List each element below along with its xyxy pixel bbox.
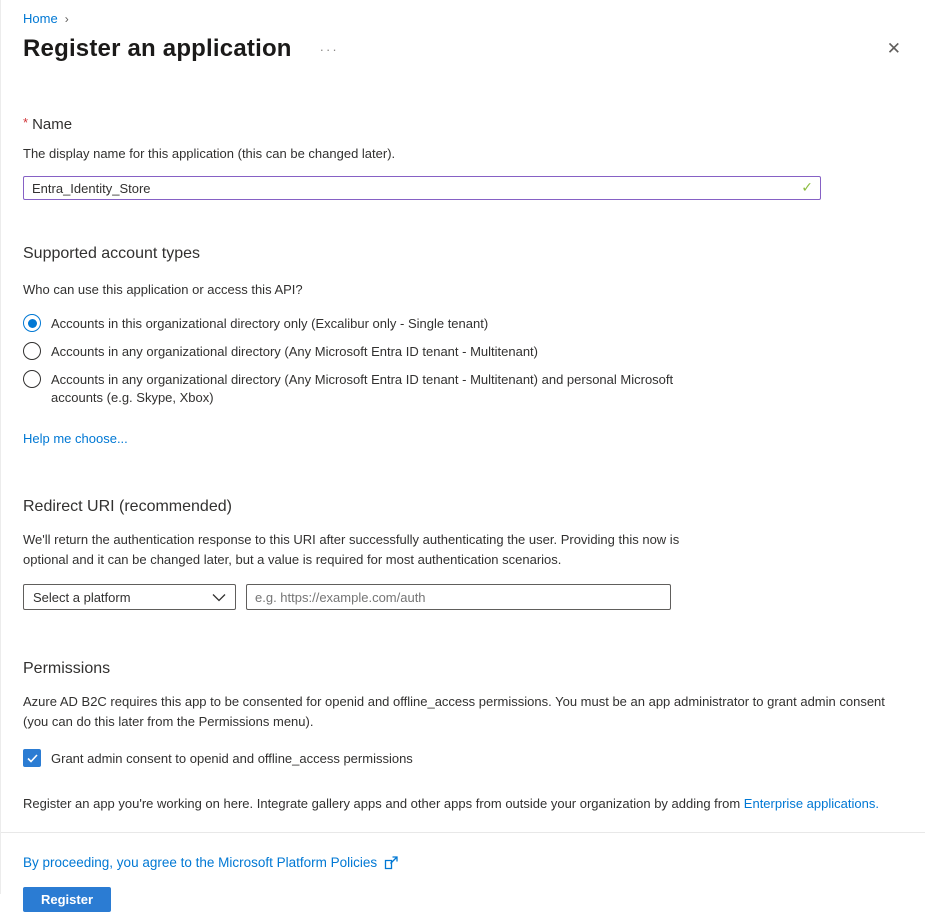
radio-icon [23, 342, 41, 360]
radio-label: Accounts in any organizational directory (Any Microsoft Entra ID tenant - Multitenant) and personal Microsoft accounts (e.g. Skype, Xbox) [51, 372, 674, 405]
permissions-description: Azure AD B2C requires this app to be consented for openid and offline_access permissions. You must be an app administrator to grant admin consent (you can do this later from the Permissions menu). [23, 694, 885, 729]
redirect-uri-heading: Redirect URI (recommended) [23, 498, 232, 515]
platform-select-value: Select a platform [33, 589, 131, 605]
footer-divider [1, 832, 925, 833]
radio-multitenant-personal[interactable] [23, 370, 903, 407]
checkbox-icon [23, 749, 41, 767]
register-note-text: Register an app you're working on here. Integrate gallery apps and other apps from outside your organization by adding from [23, 796, 744, 811]
name-description: The display name for this application (this can be changed later). [23, 146, 396, 161]
radio-icon [23, 370, 41, 388]
platform-policies-link[interactable]: By proceeding, you agree to the Microsoft Platform Policies [23, 854, 378, 870]
radio-label: Accounts in any organizational directory (Any Microsoft Entra ID tenant - Multitenant) [51, 344, 538, 359]
external-link-icon [384, 856, 399, 870]
radio-multitenant[interactable] [23, 342, 903, 361]
close-icon[interactable]: ✕ [886, 39, 901, 58]
radio-icon [23, 314, 41, 332]
more-options-icon[interactable]: ··· [319, 41, 339, 57]
name-input-wrap [23, 176, 821, 200]
chevron-down-icon [212, 593, 226, 602]
name-input[interactable] [23, 176, 821, 200]
name-label-text: Name [32, 116, 73, 133]
radio-label: Accounts in this organizational directory only (Excalibur only - Single tenant) [51, 316, 489, 331]
register-button[interactable]: Register [23, 887, 111, 912]
enterprise-applications-link[interactable]: Enterprise applications. [743, 796, 879, 811]
account-types-radio-group [23, 314, 903, 407]
breadcrumb [23, 0, 903, 26]
checkbox-label: Grant admin consent to openid and offline_access permissions [51, 750, 413, 766]
redirect-uri-controls [23, 584, 903, 610]
page-title: Register an application [23, 35, 292, 62]
chevron-right-icon: › [64, 11, 69, 26]
account-types-question: Who can use this application or access this API? [23, 282, 303, 297]
required-asterisk: * [23, 115, 29, 130]
account-types-heading: Supported account types [23, 245, 201, 262]
grant-admin-consent-checkbox[interactable] [23, 749, 903, 767]
register-note [23, 794, 903, 813]
name-label [23, 115, 903, 133]
redirect-uri-input[interactable] [246, 584, 671, 610]
help-me-choose-link[interactable]: Help me choose... [23, 431, 128, 446]
platform-select[interactable] [23, 584, 236, 610]
breadcrumb-home-link[interactable]: Home [23, 11, 58, 26]
redirect-uri-description: We'll return the authentication response to this URI after successfully authenticating the user. Providing this now is optional and it can be changed later, but a value is required for most authentication scenarios. [23, 532, 680, 567]
help-link-row [23, 430, 903, 448]
valid-check-icon: ✓ [801, 179, 813, 195]
radio-single-tenant[interactable] [23, 314, 903, 333]
permissions-heading: Permissions [23, 660, 111, 677]
title-row [23, 35, 903, 63]
policy-row [23, 854, 903, 870]
